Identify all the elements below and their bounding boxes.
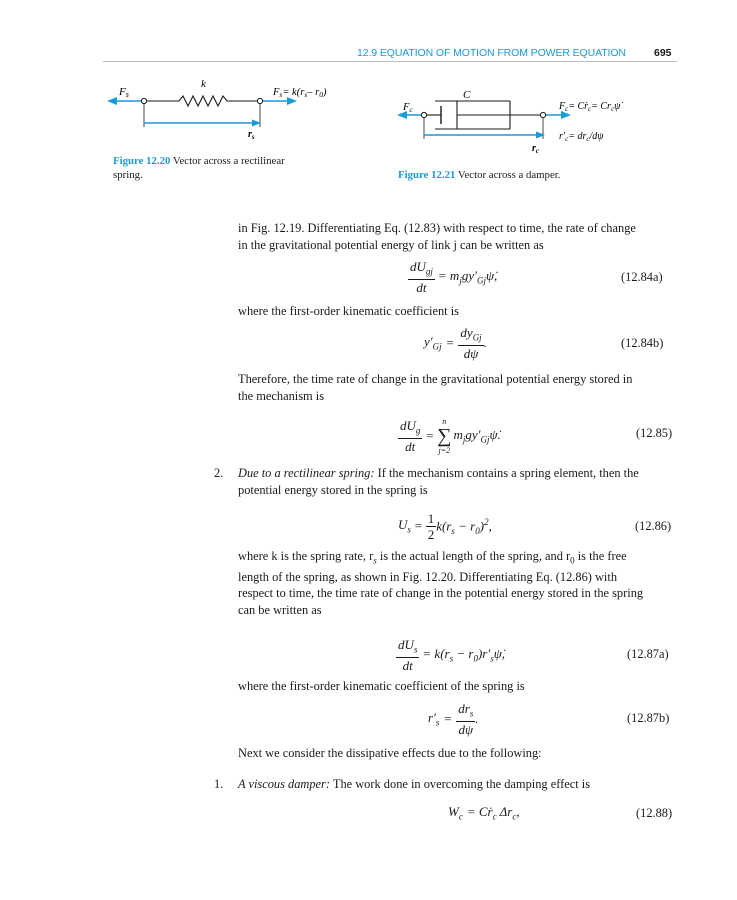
- label-fc-left: Fc: [403, 102, 413, 114]
- equation-12-84b-tag: (12.84b): [621, 336, 664, 350]
- paragraph-4-line-3: respect to time, the time rate of change in the potential energy stored in the spring: [238, 586, 644, 601]
- vector-rc-arrowhead: [536, 132, 545, 139]
- header-rule: [103, 61, 677, 62]
- eq85-rhs: $m_jgy'_{Gj}\psi̇$.: [453, 427, 501, 445]
- list-item-2-title: Due to a rectilinear spring:: [238, 466, 375, 480]
- eq86-equals: =: [413, 518, 423, 533]
- paragraph-2: where the first-order kinematic coefficient is: [238, 304, 459, 318]
- equation-12-87b: [428, 701, 479, 737]
- eq84b-equals: =: [445, 335, 455, 350]
- equation-12-84a-tag: (12.84a): [621, 270, 663, 284]
- label-rc-coef: $r'_c= dr_c/d\psi$: [559, 131, 604, 143]
- label-k: k: [201, 78, 206, 90]
- eq84b-numerator: $dy_{Gj}$: [458, 325, 483, 347]
- figure-12-21-caption-text: Vector across a damper.: [457, 169, 561, 181]
- paragraph-4-line-1: where k is the spring rate, $r_s$ is the actual length of the spring, and $r_0$ is the free: [238, 549, 627, 566]
- eq84b-period: .: [483, 335, 487, 350]
- equation-12-84b: [424, 325, 487, 361]
- eq87a-rhs: = $k(r_s$ − $r_0)r'_s\psi̇$,: [422, 646, 506, 664]
- figure-12-21-label: Figure 12.21: [398, 169, 456, 181]
- eq87b-numerator: $dr_s$: [456, 701, 475, 723]
- label-fs-left: Fs: [119, 86, 129, 99]
- list-item-2: [238, 465, 678, 498]
- eq84a-rhs: = $m_jgy'_{Gj}\psi̇$,: [437, 268, 498, 286]
- paragraph-3-line-1: Therefore, the time rate of change in the gravitational potential energy stored in: [238, 372, 633, 386]
- eq85-sum-lower: j=2: [438, 445, 451, 455]
- paragraph-4-line-4: can be written as: [238, 602, 322, 617]
- running-header: 12.9 EQUATION OF MOTION FROM POWER EQUATION: [357, 47, 626, 59]
- figure-12-20-caption: [113, 154, 343, 182]
- figure-12-20-caption-text-1: Vector across a rectilinear: [172, 155, 285, 167]
- eq85-denominator: dt: [405, 439, 416, 455]
- figure-12-20-caption-text-2: spring.: [113, 169, 143, 181]
- figure-12-21-damper-diagram: [395, 90, 655, 160]
- eq85-numerator: $dU_g$: [398, 418, 422, 440]
- eq87b-equals: =: [443, 711, 453, 726]
- equation-12-87a: [396, 637, 505, 673]
- eq87b-lhs: $r'_s$: [428, 710, 440, 728]
- eq87b-fraction: [456, 701, 475, 738]
- label-c: C: [463, 90, 471, 101]
- eq84b-lhs: $y'_{Gj}$: [424, 334, 442, 352]
- equation-12-85-tag: (12.85): [636, 426, 673, 440]
- eq87b-denominator: dψ: [458, 722, 474, 738]
- list-item-2-number: 2.: [214, 466, 224, 480]
- figure-12-20-spring-diagram: [105, 75, 355, 150]
- eq84b-denominator: dψ: [463, 346, 479, 362]
- damper-left-node: [421, 112, 426, 117]
- paragraph-1-line-2: in the gravitational potential energy of link j can be written as: [238, 237, 544, 252]
- paragraph-3-line-2: the mechanism is: [238, 388, 325, 403]
- eq85-summation: [437, 418, 451, 455]
- force-left-arrowhead: [107, 97, 117, 105]
- eq85-equals: =: [425, 428, 435, 443]
- list-item-1-text: The work done in overcoming the damping effect is: [332, 777, 591, 791]
- eq88-lhs: $W_c$: [448, 804, 463, 822]
- eq85-sum-sign: ∑: [437, 424, 452, 447]
- eq84a-numerator: $dU_{gj}$: [408, 259, 435, 281]
- paragraph-1: [238, 220, 678, 253]
- eq87a-numerator: $dU_s$: [396, 637, 419, 659]
- paragraph-4: [238, 548, 678, 618]
- force-right-arrowhead: [287, 97, 297, 105]
- eq84b-fraction: [458, 325, 483, 362]
- eq87a-denominator: dt: [402, 658, 413, 674]
- label-fc-right: $F_c=$ Cṙ$_c$= $Cr_c\psi̇$: [559, 101, 621, 113]
- equation-12-87b-tag: (12.87b): [627, 711, 670, 725]
- eq87b-period: .: [475, 711, 479, 726]
- paragraph-6: Next we consider the dissipative effects due to the following:: [238, 746, 542, 760]
- figure-12-21-caption: [398, 168, 658, 182]
- equation-12-86: [398, 507, 492, 545]
- spring-coil: [147, 96, 257, 106]
- spring-right-node: [257, 98, 262, 103]
- equation-12-86-tag: (12.86): [635, 519, 672, 533]
- eq86-half-denominator: 2: [427, 526, 435, 542]
- list-item-2-line-1: If the mechanism contains a spring element, then the: [377, 466, 639, 480]
- label-fs-right: Fs= k(rs– r0): [273, 87, 327, 99]
- equation-12-84a: [408, 260, 497, 294]
- label-rc: $r_c$: [532, 143, 540, 155]
- eq84a-fraction: [408, 259, 435, 296]
- eq86-half: [426, 511, 437, 542]
- eq85-sum-upper: n: [442, 416, 447, 426]
- spring-left-node: [141, 98, 146, 103]
- figure-12-20-label: Figure 12.20: [113, 155, 171, 167]
- equation-12-88-tag: (12.88): [636, 806, 673, 820]
- eq86-half-numerator: 1: [427, 510, 435, 526]
- list-item-1: [238, 776, 590, 793]
- eq86-rhs: $k(r_s - r_0)^2$,: [436, 516, 492, 536]
- list-item-1-title: A viscous damper:: [238, 777, 330, 791]
- eq87a-fraction: [396, 637, 419, 674]
- eq85-fraction: [398, 418, 422, 455]
- list-item-1-number: 1.: [214, 777, 224, 791]
- eq88-rhs: = Cṙ$_c$ $\Delta r_c$,: [466, 804, 520, 822]
- list-item-2-line-2: potential energy stored in the spring is: [238, 482, 428, 497]
- paragraph-5: where the first-order kinematic coefficient of the spring is: [238, 679, 525, 693]
- eq86-lhs: $U_s$: [398, 517, 411, 535]
- paragraph-4-line-2: length of the spring, as shown in Fig. 12.20. Differentiating Eq. (12.86) with: [238, 569, 618, 584]
- page-number: 695: [654, 47, 672, 59]
- paragraph-1-line-1: in Fig. 12.19. Differentiating Eq. (12.83) with respect to time, the rate of change: [238, 221, 636, 235]
- paragraph-3: [238, 371, 678, 404]
- equation-12-88: [448, 802, 520, 824]
- equation-12-85: [398, 413, 501, 459]
- label-rs: $r_s$: [248, 129, 255, 141]
- eq84a-denominator: dt: [416, 280, 427, 296]
- equation-12-87a-tag: (12.87a): [627, 647, 669, 661]
- damper-right-node: [540, 112, 545, 117]
